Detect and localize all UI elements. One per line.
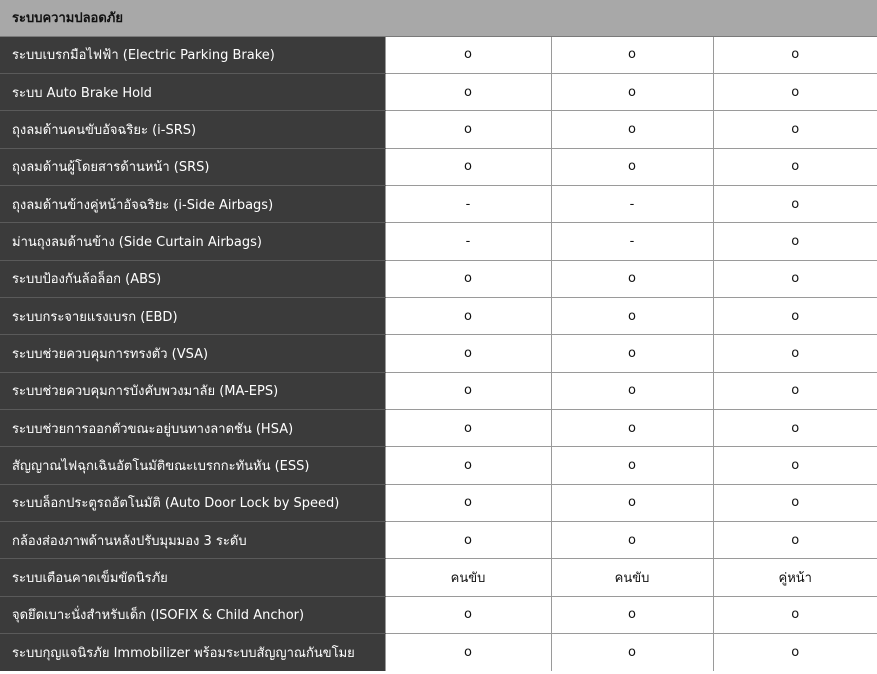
trim-2-value: o [551,409,713,446]
table-row [0,111,877,148]
table-row [0,148,877,185]
trim-2-value: o [551,36,713,73]
feature-label: ระบบกระจายแรงเบรก (EBD) [0,297,385,334]
feature-label: สัญญาณไฟฉุกเฉินอัตโนมัติขณะเบรกกะทันหัน (ESS) [0,447,385,484]
trim-3-value: o [713,73,877,110]
trim-1-value: o [385,372,551,409]
table-row [0,596,877,633]
feature-label: ถุงลมด้านผู้โดยสารด้านหน้า (SRS) [0,148,385,185]
trim-3-value: o [713,185,877,222]
table-row [0,447,877,484]
trim-3-value: o [713,223,877,260]
trim-2-value: o [551,297,713,334]
table-row [0,409,877,446]
trim-1-value: - [385,223,551,260]
trim-1-value: o [385,36,551,73]
feature-label: ถุงลมด้านข้างคู่หน้าอัจฉริยะ (i-Side Airbags) [0,185,385,222]
feature-label: จุดยึดเบาะนั่งสำหรับเด็ก (ISOFIX & Child Anchor) [0,596,385,633]
trim-3-value: คู่หน้า [713,559,877,596]
feature-label: ระบบล็อกประตูรถอัตโนมัติ (Auto Door Lock by Speed) [0,484,385,521]
trim-1-value: - [385,185,551,222]
feature-label: ระบบช่วยควบคุมการทรงตัว (VSA) [0,335,385,372]
table-row [0,634,877,671]
table-row [0,223,877,260]
trim-2-value: o [551,111,713,148]
trim-3-value: o [713,297,877,334]
trim-1-value: o [385,596,551,633]
trim-2-value: - [551,223,713,260]
trim-1-value: o [385,521,551,558]
trim-1-value: o [385,335,551,372]
trim-1-value: o [385,409,551,446]
trim-3-value: o [713,521,877,558]
trim-2-value: - [551,185,713,222]
trim-3-value: o [713,335,877,372]
trim-2-value: o [551,447,713,484]
trim-2-value: คนขับ [551,559,713,596]
trim-1-value: o [385,111,551,148]
table-row [0,372,877,409]
table-row [0,36,877,73]
table-row [0,260,877,297]
feature-label: ระบบเตือนคาดเข็มขัดนิรภัย [0,559,385,596]
table-row [0,73,877,110]
trim-2-value: o [551,148,713,185]
trim-2-value: o [551,484,713,521]
trim-2-value: o [551,634,713,671]
trim-3-value: o [713,484,877,521]
trim-2-value: o [551,260,713,297]
trim-2-value: o [551,335,713,372]
feature-label: ระบบช่วยการออกตัวขณะอยู่บนทางลาดชัน (HSA) [0,409,385,446]
trim-3-value: o [713,148,877,185]
table-row [0,335,877,372]
trim-3-value: o [713,409,877,446]
feature-label: ระบบเบรกมือไฟฟ้า (Electric Parking Brake) [0,36,385,73]
trim-1-value: o [385,634,551,671]
trim-3-value: o [713,372,877,409]
feature-label: ระบบป้องกันล้อล็อก (ABS) [0,260,385,297]
feature-label: ระบบช่วยควบคุมการบังคับพวงมาลัย (MA-EPS) [0,372,385,409]
trim-3-value: o [713,596,877,633]
trim-2-value: o [551,73,713,110]
table-row [0,559,877,596]
table-row [0,185,877,222]
trim-2-value: o [551,596,713,633]
feature-label: ม่านถุงลมด้านข้าง (Side Curtain Airbags) [0,223,385,260]
trim-1-value: o [385,73,551,110]
trim-1-value: o [385,484,551,521]
trim-1-value: o [385,447,551,484]
trim-1-value: o [385,260,551,297]
trim-2-value: o [551,521,713,558]
trim-3-value: o [713,260,877,297]
feature-label: ถุงลมด้านคนขับอัจฉริยะ (i-SRS) [0,111,385,148]
trim-3-value: o [713,634,877,671]
table-row [0,297,877,334]
feature-label: กล้องส่องภาพด้านหลังปรับมุมมอง 3 ระดับ [0,521,385,558]
trim-1-value: o [385,148,551,185]
trim-1-value: คนขับ [385,559,551,596]
table-row [0,484,877,521]
trim-3-value: o [713,111,877,148]
trim-3-value: o [713,36,877,73]
trim-1-value: o [385,297,551,334]
feature-label: ระบบกุญแจนิรภัย Immobilizer พร้อมระบบสัญญาณกันขโมย [0,634,385,671]
section-header-row [0,0,877,36]
section-title: ระบบความปลอดภัย [0,0,877,36]
table-row [0,521,877,558]
feature-label: ระบบ Auto Brake Hold [0,73,385,110]
trim-2-value: o [551,372,713,409]
trim-3-value: o [713,447,877,484]
